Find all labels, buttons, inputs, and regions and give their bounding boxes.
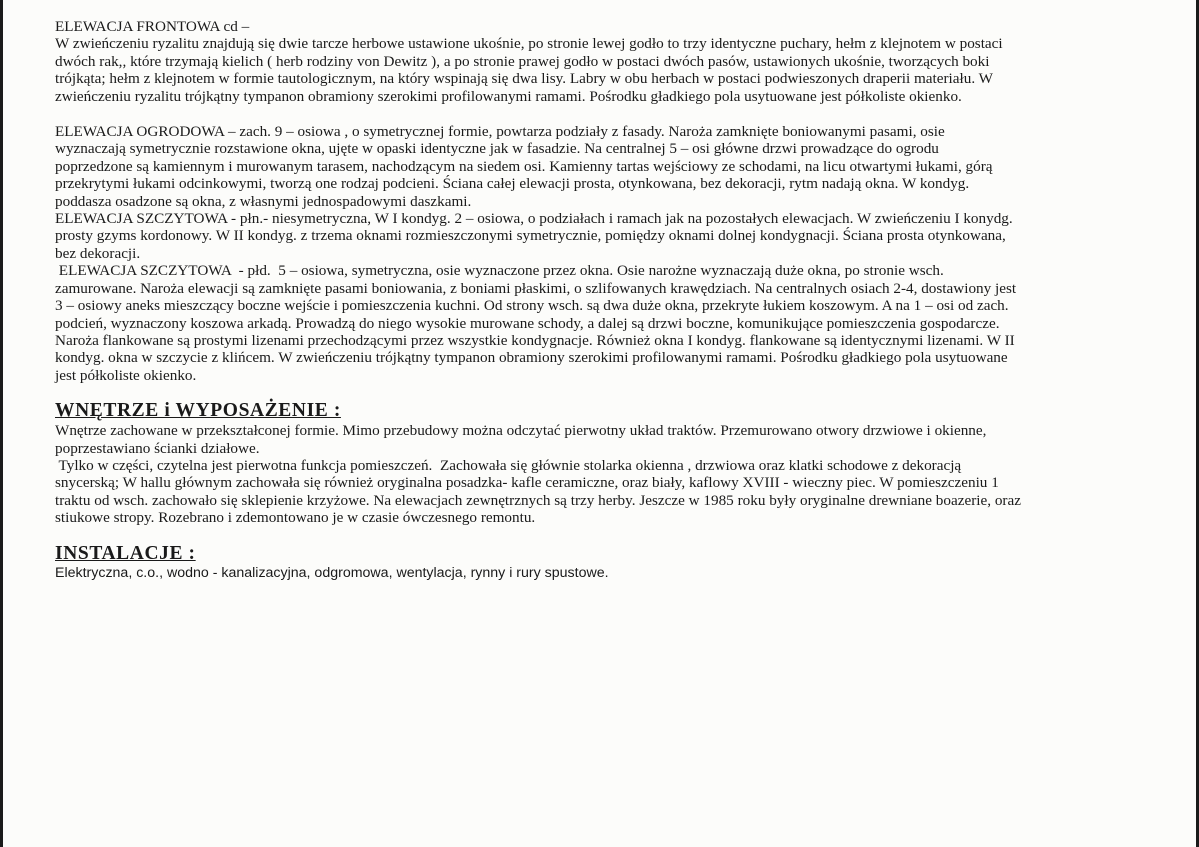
text-line: ELEWACJA SZCZYTOWA - płn.- niesymetryczna, W I kondyg. 2 – osiowa, o podziałach i ramach jak na pozostałych elewacjach. W zwieńczeniu I konydg. [55,210,1013,228]
text-line: poddasza osadzone są okna, z własnymi jednospadowymi daszkami. [55,192,472,210]
text-line: bez dekoracji. [55,244,141,262]
text-line: prosty gzyms kordonowy. W II kondyg. z trzema oknami rozmieszczonymi symetrycznie, pomiędzy oknami dolnej kondygnacji. Ściana prosta otynkowana, [55,227,1006,245]
text-line: przekrytymi łukami odcinkowymi, tworzą one rodzaj podcieni. Ściana całej elewacji prosta, otynkowana, bez dekoracji, rytm nadają okna. W kondyg. [55,175,970,193]
text-line: zamurowane. Naroża elewacji są zamknięte pasami boniowania, z boniami płaskimi, o szlifowanych krawędziach. Na centralnych osiach 2-4, dostawiony jest [55,279,1017,297]
text-line: wyznaczają symetrycznie rozstawione okna, ujęte w opaski identyczne jak w fasadzie. Na centralnej 5 – osi główne drzwi prowadzące do ogrodu [55,140,939,158]
text-line: ELEWACJA SZCZYTOWA - płd. 5 – osiowa, symetryczna, osie wyznaczone przez okna. Osie narożne wyznaczają duże okna, po stronie wsch. [55,262,944,280]
text-line: zwieńczeniu ryzalitu trójkątny tympanon obramiony szerokimi profilowanymi ramami. Pośrodku gładkiego pola usytuowane jest półkoliste okienko. [55,87,962,105]
section-heading-instalacje: INSTALACJE : [55,542,196,564]
text-line: podcień, wyznaczony koszowa arkadą. Prowadzą do niego wysokie murowane schody, a dalej są drzwi boczne, komunikujące pomieszczenia gospodarcze. [55,314,1000,332]
text-line: ELEWACJA OGRODOWA – zach. 9 – osiowa , o symetrycznej formie, powtarza podziały z fasady. Naroża zamknięte boniowanymi pasami, osie [55,123,945,141]
text-line: trójkąta; hełm z klejnotem w formie tautologicznym, na który wspinają się dwa lisy. Labry w obu herbach w postaci podwieszonych draperii materiału. W [55,70,993,88]
text-line: traktu od wsch. zachowało się sklepienie krzyżowe. Na elewacjach zewnętrznych są trzy herby. Jeszcze w 1985 roku były oryginalne drewniane boazerie, oraz [55,491,1021,509]
text-line: Naroża flankowane są prostymi lizenami przechodzącymi przez wszystkie kondygnacje. Również okna I kondyg. flankowane są identycznymi lizenami. W II [55,331,1015,349]
text-line: stiukowe stropy. Rozebrano i zdemontowano je w czasie ówczesnego remontu. [55,509,536,527]
section-wnetrze [55,400,1155,526]
text-line: snycerską; W hallu głównym zachowała się również oryginalna posadzka- kafle ceramiczne, oraz biały, kaflowy XVIII - wieczny piec. W pomieszczeniu 1 [55,474,999,492]
section-elewacja-szczytowa-pld [55,262,1155,384]
section-elewacja-frontowa [55,18,1155,105]
text-line: kondyg. okna w szczycie z klińcem. W zwieńczeniu trójkątny tympanon obramiony szerokimi profilowanymi ramami. Pośrodku gładkiego pola usytuowane [55,349,1008,367]
section-instalacje [55,543,1155,582]
text-line: 3 – osiowy aneks mieszczący boczne wejście i pomieszczenia kuchni. Od strony wsch. są dwa duże okna, przekryte łukiem koszowym. A na 1 – osi od zach. [55,297,1009,315]
text-line: Tylko w części, czytelna jest pierwotna funkcja pomieszczeń. Zachowała się głównie stolarka okienna , drzwiowa oraz klatki schodowe z dekoracją [55,456,962,474]
text-line: poprzedzone są kamiennym i murowanym tarasem, nachodzącym na siedem osi. Kamienny tartas wejściowy ze schodami, na licu otwartymi łukami, górą [55,157,993,175]
text-line: dwóch rak,, które trzymają kielich ( herb rodziny von Dewitz ), a po stronie prawej godło w postaci dwóch pasów, ustawionych ukośnie, tworzących boki [55,52,990,70]
section-elewacja-szczytowa-pln [55,210,1155,262]
text-line: Wnętrze zachowane w przekształconej formie. Mimo przebudowy można odczytać pierwotny układ traktów. Przemurowano otwory drzwiowe i okienne, [55,422,987,440]
text-line: jest półkoliste okienko. [55,366,197,384]
document-page [55,18,1155,582]
page-left-edge [0,0,3,847]
text-line: poprzestawiano ścianki działowe. [55,439,260,457]
section-heading-wnetrze: WNĘTRZE i WYPOSAŻENIE : [55,400,341,422]
section-elewacja-ogrodowa [55,123,1155,210]
text-line: Elektryczna, c.o., wodno - kanalizacyjna, odgromowa, wentylacja, rynny i rury spustowe. [55,564,609,581]
text-line: W zwieńczeniu ryzalitu znajdują się dwie tarcze herbowe ustawione ukośnie, po stronie lewej godło to trzy identyczne puchary, hełm z klejnotem w postaci [55,35,1003,53]
text-line: ELEWACJA FRONTOWA cd – [55,18,250,35]
